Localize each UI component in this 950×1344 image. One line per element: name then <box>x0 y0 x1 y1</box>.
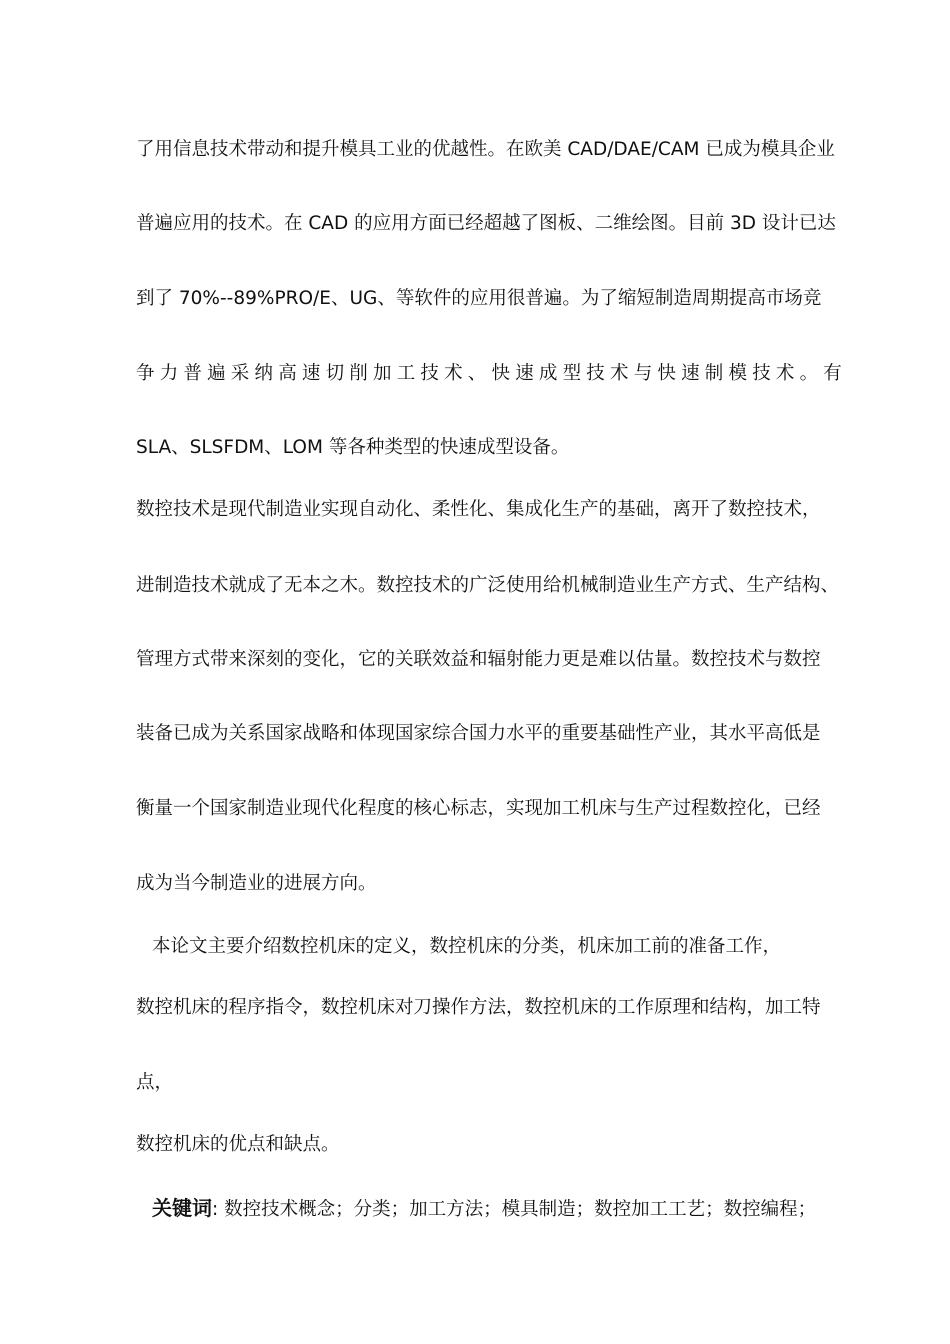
paragraph-3-line-3: 点， <box>136 1072 174 1093</box>
paragraph-3-line-1: 本论文主要介绍数控机床的定义，数控机床的分类，机床加工前的准备工作， <box>152 936 782 957</box>
paragraph-1-line-5: SLA、SLSFDM、LOM 等各种类型的快速成型设备。 <box>136 437 570 458</box>
paragraph-2-line-2: 进制造技术就成了无本之木。数控技术的广泛使用给机械制造业生产方式、生产结构、 <box>136 575 840 596</box>
keywords-label: 关键词 <box>152 1196 212 1220</box>
paragraph-3-line-4: 数控机床的优点和缺点。 <box>136 1134 340 1155</box>
paragraph-2-line-6: 成为当今制造业的进展方向。 <box>136 873 377 894</box>
paragraph-1-line-1: 了用信息技术带动和提升模具工业的优越性。在欧美 CAD/DAE/CAM 已成为模具企业 <box>136 139 835 160</box>
paragraph-1-line-3: 到了 70%--89%PRO/E、UG、等软件的应用很普遍。为了缩短制造周期提高市场竞 <box>136 288 822 309</box>
keywords-line <box>152 1196 816 1222</box>
paragraph-2-line-5: 衡量一个国家制造业现代化程度的核心标志，实现加工机床与生产过程数控化，已经 <box>136 798 821 819</box>
paragraph-1-line-2: 普遍应用的技术。在 CAD 的应用方面已经超越了图板、二维绘图。目前 3D 设计已达 <box>136 213 836 234</box>
paragraph-2-line-1: 数控技术是现代制造业实现自动化、柔性化、集成化生产的基础，离开了数控技术， <box>136 499 821 520</box>
paragraph-3-line-2: 数控机床的程序指令，数控机床对刀操作方法，数控机床的工作原理和结构，加工特 <box>136 997 821 1018</box>
paragraph-2-line-3: 管理方式带来深刻的变化，它的关联效益和辐射能力更是难以估量。数控技术与数控 <box>136 649 821 670</box>
keywords-text: : 数控技术概念；分类；加工方法；模具制造；数控加工工艺；数控编程； <box>212 1199 817 1220</box>
paragraph-2-line-4: 装备已成为关系国家战略和体现国家综合国力水平的重要基础性产业，其水平高低是 <box>136 723 821 744</box>
paragraph-1-line-4: 争力普遍采纳高速切削加工技术、快速成型技术与快速制模技术。有 <box>136 363 848 384</box>
